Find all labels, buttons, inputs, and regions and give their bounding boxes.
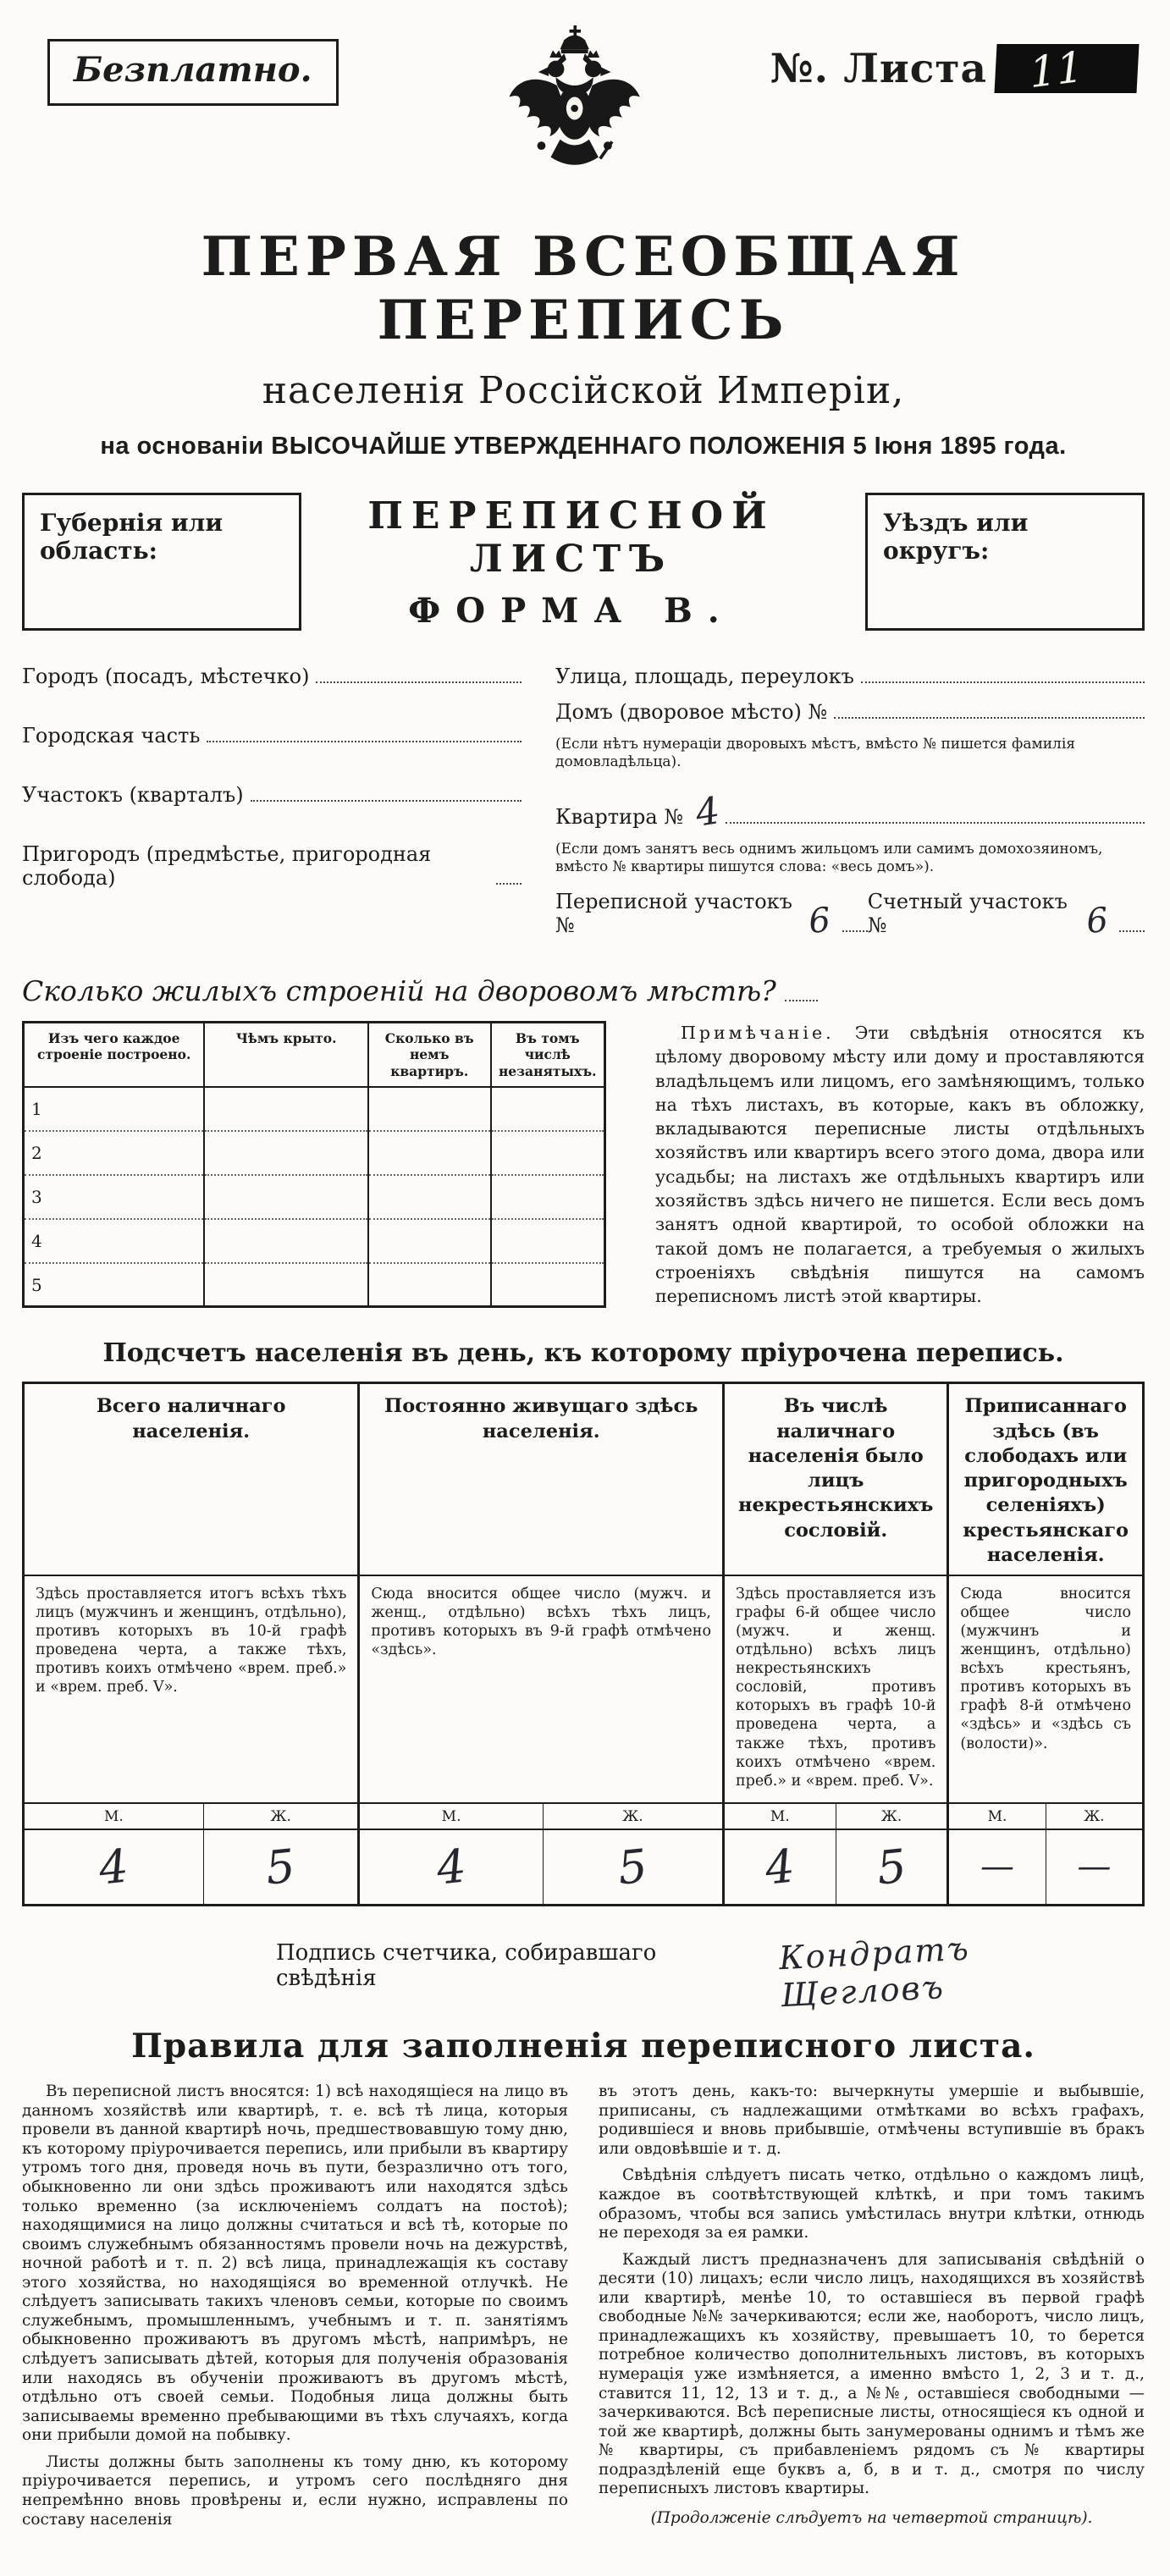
rules-paragraph: Въ переписной листъ вносятся: 1) всѣ находящіеся на лицо въ данномъ хозяйствѣ или квартирѣ, т. е. всѣ тѣ лица, которыя провели въ данной квартирѣ ночь, предшествовавшую тому дню, къ которому пріурочивается перепись, или прибыли въ квартиру утромъ того дня, проведя ночь въ пути, безразлично отъ того, обыкновенно ли они здѣсь проживаютъ или находятся здѣсь только временно (за исключеніемъ солдатъ на постоѣ); находящимися на лицо должны считаться и всѣ тѣ, которые по своимъ служебнымъ обязанностямъ провели ночь на дежурствѣ, ночной работѣ и т. п. 2) всѣ лица, принадлежащія къ составу этого хозяйства, но находящіяся во временной отлучкѣ. Не слѣдуетъ записывать такихъ членовъ семьи, которые по своимъ служебнымъ, промышленнымъ, учебнымъ и т. п. занятіямъ обыкновенно проживаютъ въ другомъ мѣстѣ, напримѣръ, не слѣдуетъ записывать дѣтей, которыя для полученія образованія или находясь въ обученіи проживаютъ въ другомъ мѣстѣ, отдѣльно отъ своей семьи. Подобныя лица должны быть записываемы временно пребывающими въ тѣхъ случаяхъ, когда они прибыли домой на побывку.	[22, 2082, 568, 2445]
legal-basis-line: на основаніи ВЫСОЧАЙШЕ УТВЕРЖДЕННАГО ПОЛОЖЕНІЯ 5 Іюня 1895 года.	[100, 433, 1067, 460]
building-row	[24, 1219, 605, 1263]
empty-cell	[491, 1175, 605, 1219]
count-precinct-label: Счетный участокъ №	[867, 890, 1068, 937]
house-label: Домъ (дворовое мѣсто) №	[555, 700, 828, 724]
city-label: Городъ (посадъ, мѣстечко)	[22, 665, 310, 688]
female-value-permanent: 5	[615, 1839, 650, 1895]
female-value-total: 5	[263, 1839, 298, 1895]
sheet-number	[770, 41, 1138, 98]
rules-continuation-note: (Продолженіе слѣдуетъ на четвертой страницѣ).	[650, 2508, 1093, 2527]
note-title: Примѣчаніе.	[681, 1023, 835, 1043]
empty-cell	[368, 1087, 491, 1131]
note-text: Эти свѣдѣнія относятся къ цѣлому дворовому мѣсту или дому и проставляются владѣльцемъ или лицомъ, его замѣняющимъ, только на тѣхъ листахъ, въ которые, какъ въ обложку, вкладываются переписные листы отдѣльныхъ хозяйствъ или квартиръ всего этого дома, двора или усадьбы; на листахъ же отдѣльныхъ квартиръ или хозяйствъ здѣсь ничего не пишется. Если весь домъ занятъ одной квартирой, то особой обложки на такой домъ не полагается, а требуемыя о жилыхъ строеніяхъ свѣдѣнія пишутся на самомъ переписномъ листѣ этой квартиры.	[655, 1023, 1145, 1307]
pop-col-desc-nonpeasant: Здѣсь проставляется изъ графы 6-й общее число (мужч. и женщ. отдѣльно) всѣхъ лицъ некрестьянскихъ сословій, противъ которыхъ въ графѣ 10-й проведена черта, а также тѣхъ, противъ коихъ отмѣчено «врем. преб.» и «врем. преб. V».	[723, 1575, 947, 1803]
dotted-line	[496, 883, 522, 885]
pop-col-desc-registered: Сюда вносится общее число (мужчинъ и женщинъ, отдѣльно) всѣхъ крестьянъ, противъ которыхъ въ графѣ 8-й отмѣчено «здѣсь» и «здѣсь съ (волости)».	[948, 1575, 1144, 1803]
city-part-label: Городская часть	[22, 724, 201, 747]
pop-col-title-total: Всего наличнаго населенія.	[24, 1383, 359, 1575]
street-line	[555, 665, 1145, 688]
census-precinct-value: 6	[807, 900, 832, 942]
col-header-apartments: Сколько въ немъ квартиръ.	[368, 1023, 491, 1088]
address-left-column	[22, 665, 522, 949]
female-header: Ж.	[203, 1803, 359, 1829]
building-row-number: 1	[31, 1099, 42, 1120]
apartment-number-value: 4	[693, 788, 723, 836]
count-precinct-value: 6	[1084, 900, 1110, 942]
col-header-vacant: Въ томъ числѣ незанятыхъ.	[491, 1023, 605, 1088]
rules-left-column	[22, 2082, 568, 2537]
province-label: Губернія или область:	[40, 509, 224, 565]
dotted-line	[726, 822, 1145, 824]
female-value-registered: —	[1077, 1847, 1112, 1887]
empty-cell	[204, 1263, 368, 1307]
apartment-line	[555, 786, 1145, 836]
male-value-registered: —	[980, 1847, 1015, 1887]
pop-col-desc-total: Здѣсь проставляется итогъ всѣхъ тѣхъ лицъ (мужчинъ и женщинъ, отдѣльно), противъ которыхъ въ 10-й графѣ проведена черта, а также тѣхъ, противъ коихъ отмѣчено «врем. преб.» и «врем. преб. V».	[24, 1575, 359, 1803]
building-row-number: 4	[31, 1230, 42, 1251]
district-label: Уѣздъ или округъ:	[883, 509, 1029, 565]
imperial-double-eagle-icon	[502, 25, 648, 195]
rules-paragraph: Листы должны быть заполнены къ тому дню, къ которому пріурочивается перепись, и утромъ сего послѣдняго дня непремѣнно вновь провѣрены и, если нужно, исправлены по составу населенія	[22, 2452, 568, 2529]
plot-label: Участокъ (кварталъ)	[22, 783, 244, 807]
empty-cell	[204, 1219, 368, 1263]
buildings-section	[22, 1021, 1145, 1308]
empty-cell	[368, 1219, 491, 1263]
free-of-charge-box	[47, 39, 339, 106]
empty-cell	[204, 1087, 368, 1131]
street-label: Улица, площадь, переулокъ	[555, 665, 854, 688]
census-precinct-label: Переписной участокъ №	[555, 890, 792, 937]
dotted-line	[251, 800, 522, 802]
pop-col-title-permanent: Постоянно живущаго здѣсь населенія.	[359, 1383, 724, 1575]
enumerator-signature-value: Кондратъ Щегловъ	[777, 1929, 971, 2015]
female-header: Ж.	[836, 1803, 948, 1829]
col-header-material: Изъ чего каждое строеніе построено.	[24, 1023, 205, 1088]
address-section	[22, 665, 1145, 949]
province-field-box	[22, 493, 301, 631]
building-row	[24, 1263, 605, 1307]
district-field-box	[865, 493, 1145, 631]
buildings-table	[22, 1021, 606, 1308]
apartment-note: (Если домъ занятъ весь однимъ жильцомъ или самимъ домохозяиномъ, вмѣсто № квартиры пишутся слова: «весь домъ»).	[555, 840, 1103, 875]
empty-cell	[204, 1175, 368, 1219]
empty-cell	[491, 1087, 605, 1131]
form-header-row	[22, 493, 1145, 631]
building-row	[24, 1087, 605, 1131]
form-title: ПЕРЕПИСНОЙ ЛИСТЪ	[367, 494, 775, 581]
page-header	[22, 25, 1145, 220]
dotted-line	[316, 681, 522, 683]
building-row-number: 5	[31, 1274, 42, 1295]
dotted-line	[861, 681, 1145, 683]
col-header-roof: Чѣмъ крыто.	[204, 1023, 368, 1088]
sheet-number-value: 11	[1028, 41, 1085, 98]
male-header: М.	[24, 1803, 204, 1829]
precincts-line	[555, 890, 1145, 942]
suburb-line	[22, 842, 522, 890]
dotted-line	[785, 1000, 818, 1001]
empty-cell	[491, 1131, 605, 1175]
pop-col-desc-permanent: Сюда вносится общее число (мужч. и женщ., отдѣльно) всѣхъ тѣхъ лицъ, противъ которыхъ въ 9-й графѣ отмѣчено «здѣсь».	[359, 1575, 724, 1803]
address-right-column	[555, 665, 1145, 949]
empty-cell	[491, 1263, 605, 1307]
pop-col-title-nonpeasant: Въ числѣ наличнаго населенія было лицъ некрестьянскихъ сословій.	[723, 1383, 947, 1575]
empty-cell	[368, 1263, 491, 1307]
dotted-line	[842, 930, 868, 932]
empty-cell	[491, 1219, 605, 1263]
city-part-line	[22, 724, 522, 747]
dotted-line	[207, 741, 522, 742]
male-header: М.	[948, 1803, 1046, 1829]
form-title-block	[313, 493, 830, 631]
suburb-label: Пригородъ (предмѣстье, пригородная слобода)	[22, 842, 432, 890]
rules-right-column	[599, 2082, 1145, 2537]
population-count-heading: Подсчетъ населенія въ день, къ которому пріурочена перепись.	[102, 1338, 1064, 1369]
building-row-number: 2	[31, 1143, 42, 1164]
building-row	[24, 1175, 605, 1219]
male-value-permanent: 4	[433, 1839, 469, 1895]
male-header: М.	[359, 1803, 543, 1829]
male-header: М.	[723, 1803, 836, 1829]
male-value-total: 4	[97, 1839, 131, 1895]
empty-cell	[368, 1131, 491, 1175]
female-header: Ж.	[543, 1803, 723, 1829]
rules-paragraph: въ этотъ день, какъ-то: вычеркнуты умершіе и выбывшіе, приписаны, съ надлежащими отмѣтками во всѣхъ графахъ, родившіеся и вновь прибывшіе, отмѣчены вступившіе въ бракъ или овдовѣвшіе и т. д.	[599, 2082, 1145, 2158]
house-note: (Если нѣтъ нумераціи дворовыхъ мѣстъ, вмѣсто № пишется фамилія домовладѣльца).	[555, 736, 1076, 771]
dotted-line	[834, 717, 1145, 719]
building-row	[24, 1131, 605, 1175]
female-value-nonpeasant: 5	[874, 1839, 909, 1895]
empty-cell	[204, 1131, 368, 1175]
rules-section	[22, 2082, 1145, 2537]
buildings-question: Сколько жилыхъ строеній на дворовомъ мѣстѣ?	[22, 974, 776, 1007]
rules-paragraph: Свѣдѣнія слѣдуетъ писать четко, отдѣльно о каждомъ лицѣ, каждое въ соотвѣтствующей клѣткѣ, и при томъ такимъ образомъ, чтобы вся запись умѣстилась внутри клѣтки, отнюдь не переходя за ея рамки.	[599, 2166, 1145, 2242]
sheet-number-label: №. Листа	[770, 45, 987, 92]
census-title: ПЕРВАЯ ВСЕОБЩАЯ ПЕРЕПИСЬ	[201, 225, 966, 352]
building-row-number: 3	[31, 1186, 42, 1207]
dotted-line	[1119, 930, 1145, 932]
rules-paragraph: Каждый листъ предназначенъ для записыванія свѣдѣній о десяти (10) лицахъ; если число лицъ, находящихся въ хозяйствѣ или квартирѣ, менѣе 10, то оставшіеся въ первой графѣ свободные №№ зачеркиваются; если же, наоборотъ, число лицъ, принадлежащихъ къ хозяйству, превышаетъ 10, то берется потребное количество дополнительныхъ листовъ, въ которыхъ нумерація уже измѣняется, а именно вмѣсто 1, 2, 3 и т. д., ставится 11, 12, 13 и т. д., а №№, оставшіеся свободными — зачеркиваются. Всѣ переписные листы, относящіеся къ одной и той же квартирѣ, должны быть занумерованы однимъ и тѣмъ же № квартиры, съ прибавленіемъ рядомъ съ № квартиры подраздѣленій еще буквъ а, б, в и т. д., смотря по числу переписныхъ листовъ квартиры.	[599, 2250, 1145, 2498]
female-header: Ж.	[1046, 1803, 1143, 1829]
buildings-question-line	[22, 974, 818, 1007]
house-line	[555, 700, 1145, 724]
census-subtitle: населенія Россійской Имперіи,	[262, 369, 905, 412]
buildings-note	[655, 1021, 1145, 1308]
population-summary-table	[22, 1382, 1145, 1906]
form-variant: ФОРМА В.	[408, 591, 735, 631]
pop-col-title-registered: Приписаннаго здѣсь (въ слободахъ или пригородныхъ селеніяхъ) крестьянскаго населенія.	[948, 1383, 1144, 1575]
enumerator-signature-label: Подпись счетчика, собиравшаго свѣдѣнія	[276, 1940, 657, 1992]
city-line	[22, 665, 522, 688]
free-of-charge-label: Безплатно.	[74, 50, 312, 90]
rules-heading: Правила для заполненія переписного листа.	[131, 2027, 1035, 2066]
empty-cell	[368, 1175, 491, 1219]
sheet-number-stamp	[994, 41, 1139, 98]
male-value-nonpeasant: 4	[762, 1839, 797, 1895]
plot-line	[22, 783, 522, 807]
apartment-label: Квартира №	[555, 804, 684, 829]
signature-line	[276, 1929, 1145, 2015]
